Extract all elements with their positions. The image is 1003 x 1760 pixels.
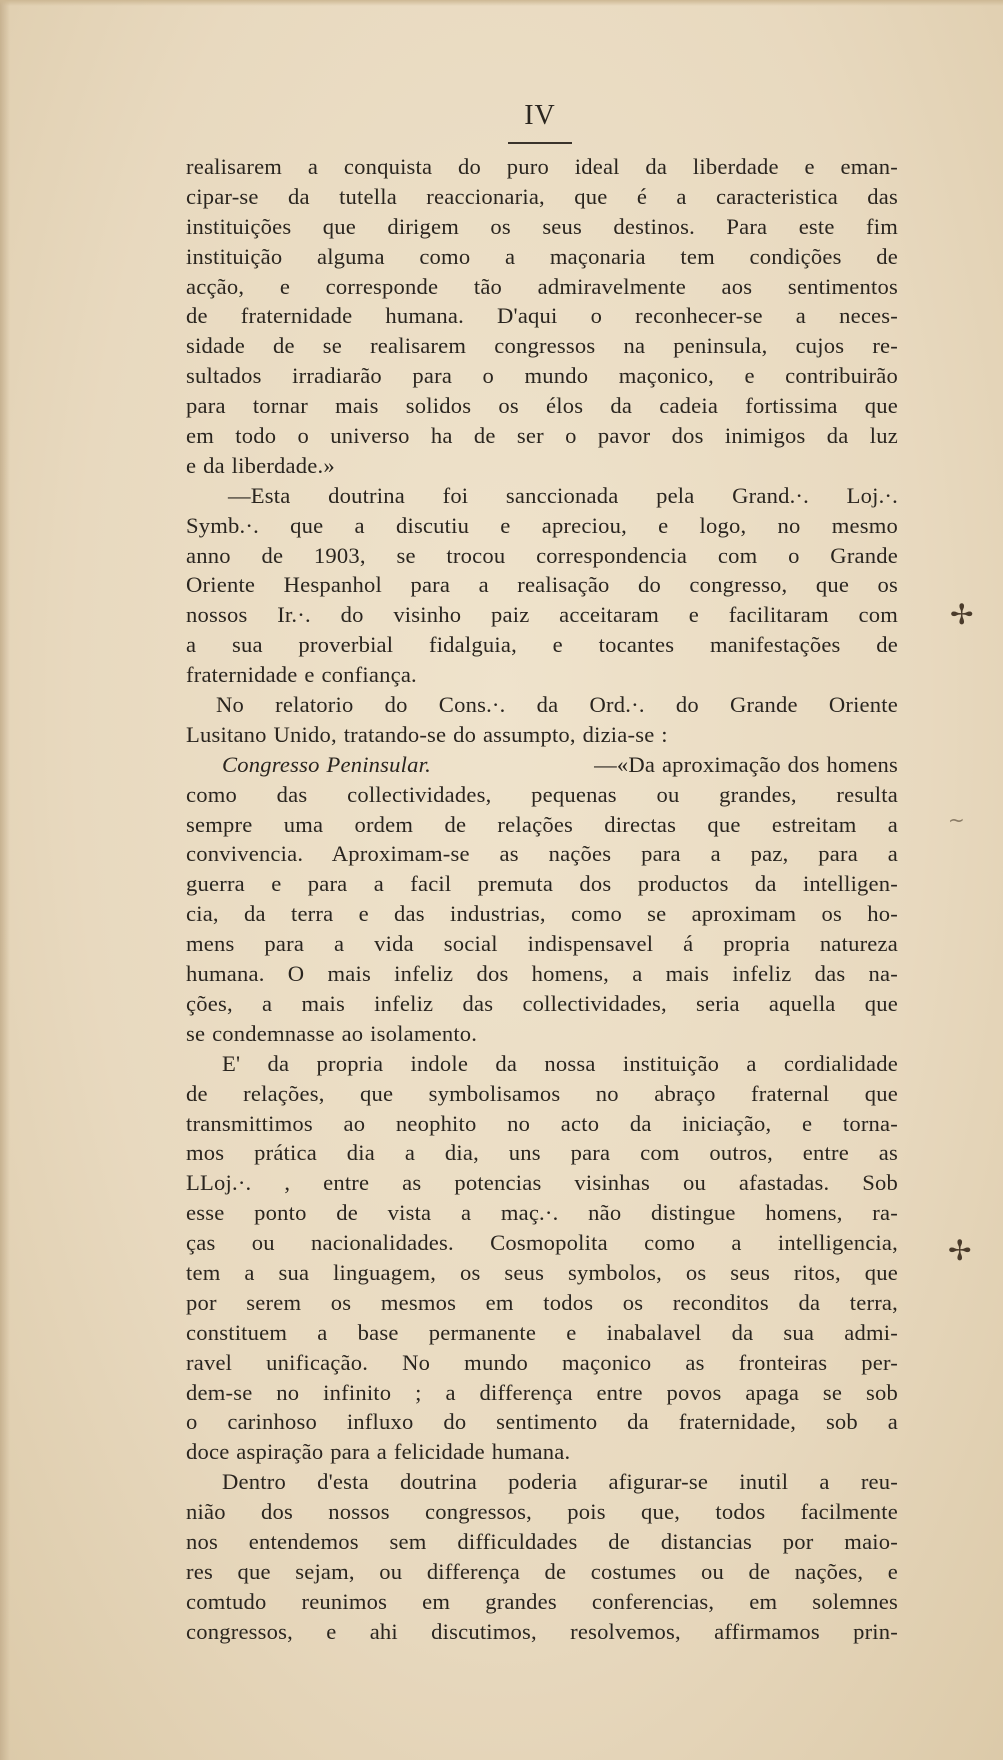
text-line: sultados irradiarão para o mundo maçonico, e contribuirão	[186, 363, 898, 389]
text-line: por serem os mesmos em todos os reconditos da terra,	[186, 1289, 898, 1315]
text-line: Dentro d'esta doutrina poderia afigurar-se inutil a reu-	[222, 1469, 898, 1495]
text-line: ças ou nacionalidades. Cosmopolita como a intelligencia,	[186, 1230, 898, 1256]
text-line: anno de 1903, se trocou correspondencia com o Grande	[186, 542, 898, 568]
text-line: transmittimos ao neophito no acto da iniciação, e torna-	[186, 1110, 898, 1136]
text-line: ções, a mais infeliz das collectividades, seria aquella que	[186, 990, 898, 1016]
text-line: sempre uma ordem de relações directas que estreitam a	[186, 811, 898, 837]
text-line: doce aspiração para a felicidade humana.	[186, 1439, 571, 1465]
text-line: ravel unificação. No mundo maçonico as fronteiras per-	[186, 1349, 898, 1375]
page-number: IV	[524, 100, 556, 131]
text-line: cipar-se da tutella reaccionaria, que é a caracteristica das	[186, 183, 898, 209]
page-number-underline	[508, 142, 572, 144]
text-line: se condemnasse ao isolamento.	[186, 1020, 478, 1046]
page-spine-shadow	[0, 0, 10, 1760]
text-line: E' da propria indole da nossa instituição a cordialidade	[222, 1050, 898, 1076]
text-line: mos prática dia a dia, uns para com outros, entre as	[186, 1140, 898, 1166]
text-line: cia, da terra e das industrias, como se aproximam os ho-	[186, 901, 898, 927]
text-line: No relatorio do Cons.·. da Ord.·. do Grande Oriente	[216, 692, 898, 718]
page-top-edge	[0, 0, 1003, 6]
section-heading: Congresso Peninsular.	[222, 751, 431, 777]
text-line: nos entendemos sem difficuldades de distancias por maio-	[186, 1528, 898, 1554]
text-line: de fraternidade humana. D'aqui o reconhecer-se a neces-	[186, 303, 898, 329]
text-line: instituições que dirigem os seus destinos. Para este fim	[186, 213, 898, 239]
text-line: instituição alguma como a maçonaria tem condições de	[186, 243, 898, 269]
text-line: Symb.·. que a discutiu e apreciou, e logo, no mesmo	[186, 512, 898, 538]
text-line: comtudo reunimos em grandes conferencias, em solemnes	[186, 1588, 898, 1614]
text-line-continuation: —«Da aproximação dos homens	[594, 751, 898, 777]
text-line: constituem a base permanente e inabalavel da sua admi-	[186, 1319, 898, 1345]
text-line: humana. O mais infeliz dos homens, a mais infeliz das na-	[186, 961, 898, 987]
text-line: mens para a vida social indispensavel á propria natureza	[186, 931, 898, 957]
text-line: a sua proverbial fidalguia, e tocantes manifestações de	[186, 632, 898, 658]
ink-mark-icon: ~	[948, 808, 965, 832]
text-line: sidade de se realisarem congressos na peninsula, cujos re-	[186, 333, 898, 359]
text-line: Oriente Hespanhol para a realisação do congresso, que os	[186, 572, 898, 598]
text-line: fraternidade e confiança.	[186, 662, 417, 688]
text-line: esse ponto de vista a maç.·. não distingue homens, ra-	[186, 1200, 898, 1226]
text-line-heading	[186, 750, 898, 780]
text-line: dem-se no infinito ; a differença entre povos apaga se sob	[186, 1379, 898, 1405]
text-line: LLoj.·. , entre as potencias visinhas ou afastadas. Sob	[186, 1170, 898, 1196]
text-line: de relações, que symbolisamos no abraço fraternal que	[186, 1080, 898, 1106]
text-line: como das collectividades, pequenas ou grandes, resulta	[186, 781, 898, 807]
text-line: —Esta doutrina foi sanccionada pela Grand.·. Loj.·.	[228, 482, 898, 508]
text-line: para tornar mais solidos os élos da cadeia fortissima que	[186, 393, 898, 419]
text-line: nião dos nossos congressos, pois que, todos facilmente	[186, 1499, 898, 1525]
text-line: congressos, e ahi discutimos, resolvemos, affirmamos prin-	[186, 1618, 898, 1644]
text-line: res que sejam, ou differença de costumes ou de nações, e	[186, 1558, 898, 1584]
ink-mark-icon: ✢	[948, 1234, 972, 1267]
ink-mark-icon: ✢	[950, 598, 974, 631]
text-line: nossos Ir.·. do visinho paiz acceitaram e facilitaram com	[186, 602, 898, 628]
text-line: convivencia. Aproximam-se as nações para a paz, para a	[186, 841, 898, 867]
text-line: o carinhoso influxo do sentimento da fraternidade, sob a	[186, 1409, 898, 1435]
text-line: realisarem a conquista do puro ideal da liberdade e eman-	[186, 154, 898, 179]
text-line: e da liberdade.»	[186, 452, 335, 478]
body-text	[186, 152, 898, 1647]
text-line: tem a sua linguagem, os seus symbolos, os seus ritos, que	[186, 1259, 898, 1285]
text-line: guerra e para a facil premuta dos productos da intelligen-	[186, 871, 898, 897]
text-line: em todo o universo ha de ser o pavor dos inimigos da luz	[186, 423, 898, 449]
text-line: acção, e corresponde tão admiravelmente aos sentimentos	[186, 273, 898, 299]
text-line: Lusitano Unido, tratando-se do assumpto, dizia-se :	[186, 721, 668, 747]
